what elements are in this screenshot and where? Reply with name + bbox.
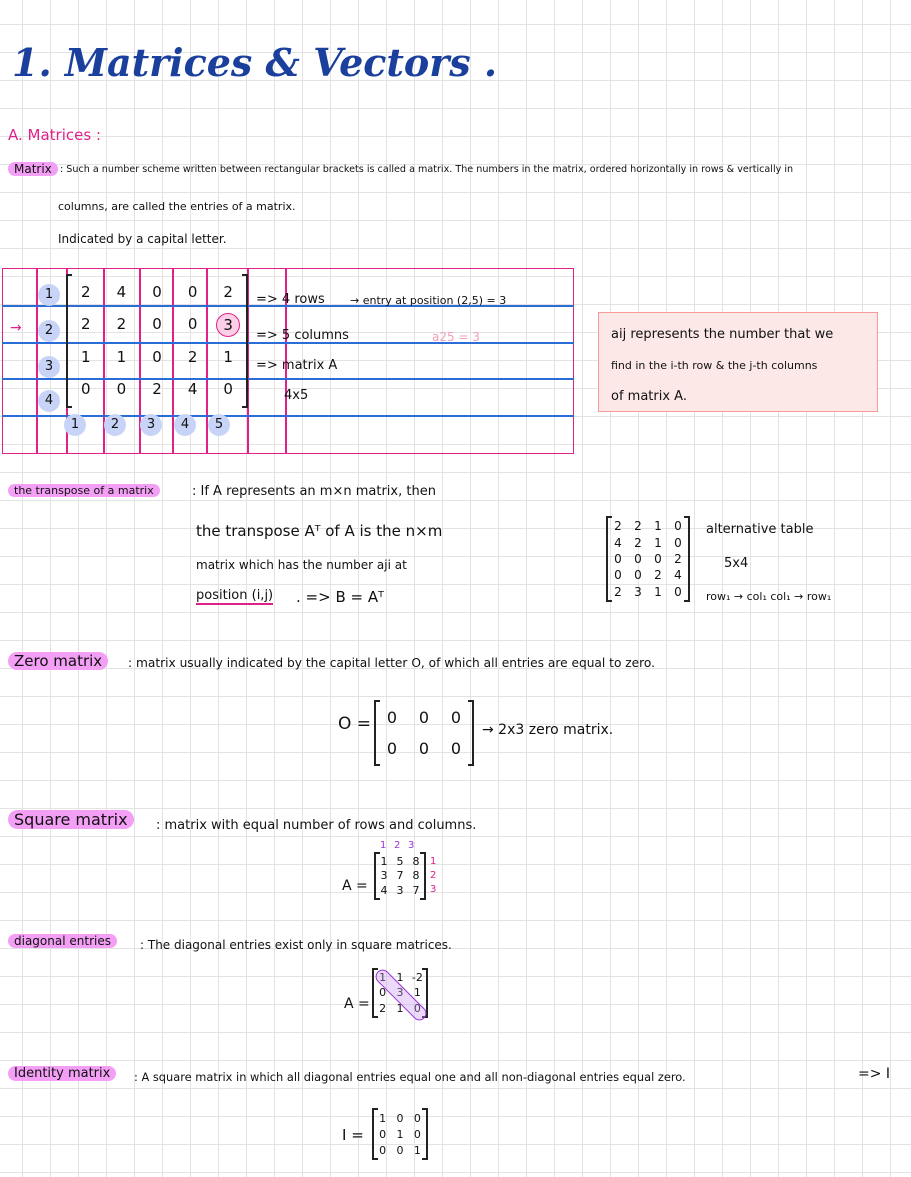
matrix-entry: 1 (380, 854, 388, 868)
col-number: 2 (104, 414, 126, 436)
matrix-entry: 0 (386, 707, 398, 727)
matrix-entry: 4 (187, 380, 198, 399)
matrix-entry: 0 (187, 282, 198, 301)
matrix-entry: 0 (674, 584, 682, 599)
row-number: 3 (38, 356, 60, 378)
identity-matrix (372, 1110, 428, 1158)
identity-matrix-label: Identity matrix (8, 1066, 116, 1081)
transpose-line3: matrix which has the number aji at (196, 558, 407, 572)
matrix-entry: 1 (81, 347, 91, 366)
zero-matrix (374, 702, 474, 764)
matrix-entry: 0 (81, 380, 91, 399)
section-heading: A. Matrices : (8, 126, 101, 144)
matrix-entry: 0 (413, 1001, 421, 1015)
square-matrix-label: Square matrix (8, 810, 134, 829)
transpose-result: . => B = Aᵀ (296, 588, 384, 606)
square-matrix-text: : matrix with equal number of rows and columns. (156, 818, 477, 833)
zero-prefix: O = (338, 714, 372, 734)
matrix-entry: 0 (634, 551, 642, 566)
matrix-entry: 2 (81, 315, 91, 334)
transpose-size: 5x4 (724, 556, 749, 571)
matrix-entry: 8 (412, 869, 420, 883)
matrix-label: Matrix (8, 162, 58, 176)
square-matrix (374, 854, 426, 898)
matrix-entry: 8 (412, 854, 420, 868)
matrix-entry: 1 (396, 971, 404, 985)
rows-note: => 4 rows (256, 292, 325, 307)
matrix-entry: 0 (116, 380, 127, 399)
matrix-entry: 0 (152, 315, 162, 334)
matrix-entry: 2 (614, 584, 622, 599)
matrix-entry-circled: 3 (216, 313, 240, 337)
aij-note-box (598, 312, 878, 412)
matrix-entry: 0 (413, 1111, 421, 1125)
row-number: 4 (38, 390, 60, 412)
matrix-def-line3: Indicated by a capital letter. (58, 232, 227, 246)
matrix-entry: 0 (450, 738, 462, 758)
row-col-rule: row₁ → col₁ col₁ → row₁ (706, 590, 832, 603)
matrix-entry: 3 (396, 986, 404, 1000)
col-number: 1 (64, 414, 86, 436)
matrix-entry: 0 (418, 738, 430, 758)
a25-note: a25 = 3 (432, 330, 480, 344)
matrix-entry: 1 (654, 519, 662, 534)
matrix-entry: 1 (413, 1143, 421, 1157)
matrix-entry: 0 (654, 551, 662, 566)
alternative-table-note: alternative table (706, 522, 814, 537)
transpose-label: the transpose of a matrix (8, 484, 160, 497)
square-col-index: 3 (408, 840, 415, 851)
matrix-entry: 3 (396, 884, 404, 898)
matrix-entry: 1 (379, 971, 387, 985)
diagonal-entries-label: diagonal entries (8, 934, 117, 948)
matrix-entry: 0 (450, 707, 462, 727)
matrix-def-line1: : Such a number scheme written between rectangular brackets is called a matrix. The numbers in the matrix, ordered horizontally in rows & vertically in (60, 164, 794, 175)
matrix-entry: 0 (674, 535, 682, 550)
matrix-entry: 2 (614, 519, 622, 534)
matrix-entry: 2 (654, 568, 662, 583)
matrix-entry: 0 (379, 1143, 387, 1157)
aij-line2: find in the i-th row & the j-th columns (611, 359, 818, 372)
matrix-entry: 0 (674, 519, 682, 534)
matrix-entry: 1 (396, 1127, 404, 1141)
matrix-entry: 4 (116, 282, 127, 301)
matrix-entry: 7 (412, 884, 420, 898)
matrix-entry: 0 (379, 1127, 387, 1141)
matrix-entry: 2 (634, 519, 642, 534)
row-arrow: → (10, 320, 22, 336)
transpose-position: position (i,j) (196, 588, 274, 603)
matrix-entry: 0 (396, 1111, 404, 1125)
matrix-entry: 2 (116, 315, 127, 334)
transpose-matrix (606, 518, 690, 600)
aij-line1: aij represents the number that we (611, 327, 834, 342)
matrix-entry: 4 (674, 568, 682, 583)
row-number: 2 (38, 320, 60, 342)
matrix-entry: 0 (187, 315, 198, 334)
matrix-entry: 0 (418, 707, 430, 727)
matrix-entry: 1 (116, 347, 127, 366)
matrix-entry: 2 (81, 282, 91, 301)
entry-position-note: → entry at position (2,5) = 3 (350, 294, 507, 307)
matrix-entry: 2 (379, 1001, 387, 1015)
matrix-entry: 0 (396, 1143, 404, 1157)
columns-note: => 5 columns (256, 328, 349, 343)
square-prefix: A = (342, 878, 368, 894)
matrix-entry: 3 (634, 584, 642, 599)
col-number: 5 (208, 414, 230, 436)
matrix-name-note: => matrix A (256, 358, 338, 373)
matrix-entry: 0 (152, 282, 162, 301)
zero-matrix-text: : matrix usually indicated by the capital letter O, of which all entries are equal to zero. (128, 656, 656, 670)
row-number: 1 (38, 284, 60, 306)
matrix-entry: 3 (380, 869, 388, 883)
matrix-entry: 0 (152, 347, 162, 366)
example-matrix (66, 276, 248, 406)
matrix-def-line2: columns, are called the entries of a matrix. (58, 200, 296, 213)
matrix-entry: 5 (396, 854, 404, 868)
matrix-entry: 0 (634, 568, 642, 583)
col-number: 3 (140, 414, 162, 436)
zero-matrix-label: Zero matrix (8, 652, 108, 670)
col-number: 4 (174, 414, 196, 436)
matrix-entry: 2 (223, 282, 233, 301)
matrix-entry: 0 (223, 380, 233, 399)
matrix-entry: 2 (152, 380, 162, 399)
matrix-entry: 2 (674, 551, 682, 566)
matrix-entry: 1 (413, 986, 421, 1000)
square-col-index: 2 (394, 840, 401, 851)
transpose-line1: : If A represents an m×n matrix, then (192, 484, 436, 499)
identity-prefix: I = (342, 1126, 364, 1144)
diagonal-entries-text: : The diagonal entries exist only in square matrices. (140, 938, 452, 952)
matrix-entry: -2 (411, 971, 423, 985)
matrix-entry: 4 (380, 884, 388, 898)
transpose-line2: the transpose Aᵀ of A is the n×m (196, 522, 443, 540)
identity-matrix-text: : A square matrix in which all diagonal entries equal one and all non-diagonal entries equal zero. (134, 1070, 686, 1084)
matrix-entry: 0 (386, 738, 398, 758)
square-row-index: 3 (430, 884, 437, 895)
size-note: 4x5 (284, 388, 309, 403)
matrix-entry: 2 (634, 535, 642, 550)
matrix-entry: 0 (413, 1127, 421, 1141)
grid-row-line (2, 415, 574, 417)
aij-line3: of matrix A. (611, 389, 687, 404)
diagonal-prefix: A = (344, 996, 370, 1012)
matrix-entry: 1 (654, 584, 662, 599)
matrix-entry: 1 (379, 1111, 387, 1125)
matrix-entry: 0 (614, 551, 622, 566)
identity-suffix: => I (858, 1066, 891, 1082)
matrix-entry: 0 (614, 568, 622, 583)
square-row-index: 1 (430, 856, 437, 867)
matrix-entry: 1 (396, 1001, 404, 1015)
matrix-entry: 1 (223, 347, 233, 366)
matrix-entry: 4 (614, 535, 622, 550)
matrix-entry: 2 (187, 347, 198, 366)
square-row-index: 2 (430, 870, 437, 881)
square-col-index: 1 (380, 840, 387, 851)
matrix-entry: 7 (396, 869, 404, 883)
zero-matrix-note: → 2x3 zero matrix. (482, 722, 614, 738)
page-title: 1. Matrices & Vectors . (12, 40, 498, 85)
matrix-entry: 1 (654, 535, 662, 550)
matrix-entry: 0 (379, 986, 387, 1000)
